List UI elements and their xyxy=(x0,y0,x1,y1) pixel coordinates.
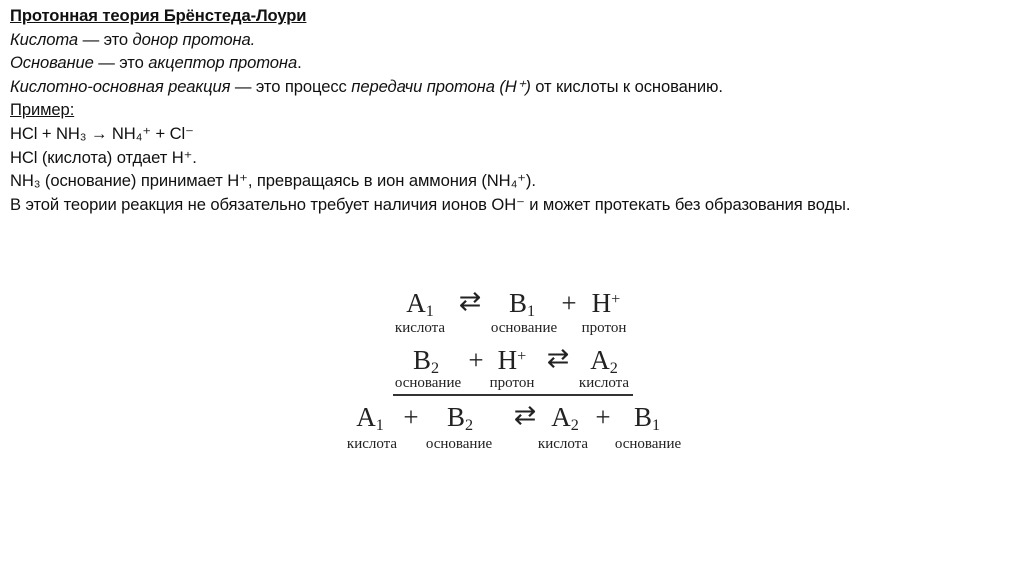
label-proton: протон xyxy=(489,375,535,391)
base-definition xyxy=(10,51,850,75)
sum-line xyxy=(393,394,633,396)
reaction-mid: — это процесс xyxy=(230,76,352,96)
equilibrium-arrow: ⇄ xyxy=(458,286,482,316)
dot: . xyxy=(297,53,302,73)
b2: $B_2$ xyxy=(446,402,474,435)
a2: $A_2$ xyxy=(590,345,618,378)
h-plus: H+ xyxy=(591,288,621,318)
example-label: Пример: xyxy=(10,100,75,120)
base-term: Основание xyxy=(10,53,94,73)
base-def: акцептор протона xyxy=(148,53,298,73)
plus: + xyxy=(403,402,419,432)
label-base: основание xyxy=(394,375,462,391)
acid-def: донор протона. xyxy=(132,29,256,49)
a1: $A_1$ xyxy=(356,402,384,435)
label-proton: протон xyxy=(581,320,627,336)
text-block xyxy=(10,4,850,216)
title: Протонная теория Брёнстеда-Лоури xyxy=(10,6,307,25)
label-acid: кислота xyxy=(537,436,589,452)
reaction-definition xyxy=(10,75,850,99)
acid-term: Кислота xyxy=(10,29,79,49)
plus: + xyxy=(561,288,577,318)
reaction-term: Кислотно-основная реакция xyxy=(10,76,231,96)
label-acid: кислота xyxy=(346,436,398,452)
label-acid: кислота xyxy=(394,320,446,336)
label-base: основание xyxy=(425,436,493,452)
a2: $A_2$ xyxy=(551,402,579,435)
label-acid: кислота xyxy=(578,375,630,391)
plus: + xyxy=(595,402,611,432)
line-theory: В этой теории реакция не обязательно требует наличия ионов OH⁻ и может протекать без образования воды. xyxy=(10,194,851,214)
label-base: основание xyxy=(490,320,558,336)
reaction-em: передачи протона (H⁺) xyxy=(351,76,531,96)
acid-definition xyxy=(10,28,850,52)
line-nh3: NH₃ (основание) принимает H⁺, превращаясь в ион аммония (NH₄⁺). xyxy=(10,171,536,191)
b2: $B_2$ xyxy=(412,345,440,378)
dash: — это xyxy=(93,53,149,73)
label-base: основание xyxy=(614,436,682,452)
dash: — это xyxy=(78,29,133,49)
example-equation: HCl + NH₃ → NH₄⁺ + Cl⁻ xyxy=(10,123,194,143)
b1: $B_1$ xyxy=(633,402,661,435)
equilibrium-arrow: ⇄ xyxy=(546,343,570,373)
equilibrium-arrow: ⇄ xyxy=(513,400,537,430)
plus: + xyxy=(468,345,484,375)
reaction-end: от кислоты к основанию. xyxy=(530,76,723,96)
h-plus: H+ xyxy=(497,345,527,375)
b1: $B_1$ xyxy=(508,288,536,321)
line-hcl: HCl (кислота) отдает H⁺. xyxy=(10,147,197,167)
a1: $A_1$ xyxy=(406,288,434,321)
